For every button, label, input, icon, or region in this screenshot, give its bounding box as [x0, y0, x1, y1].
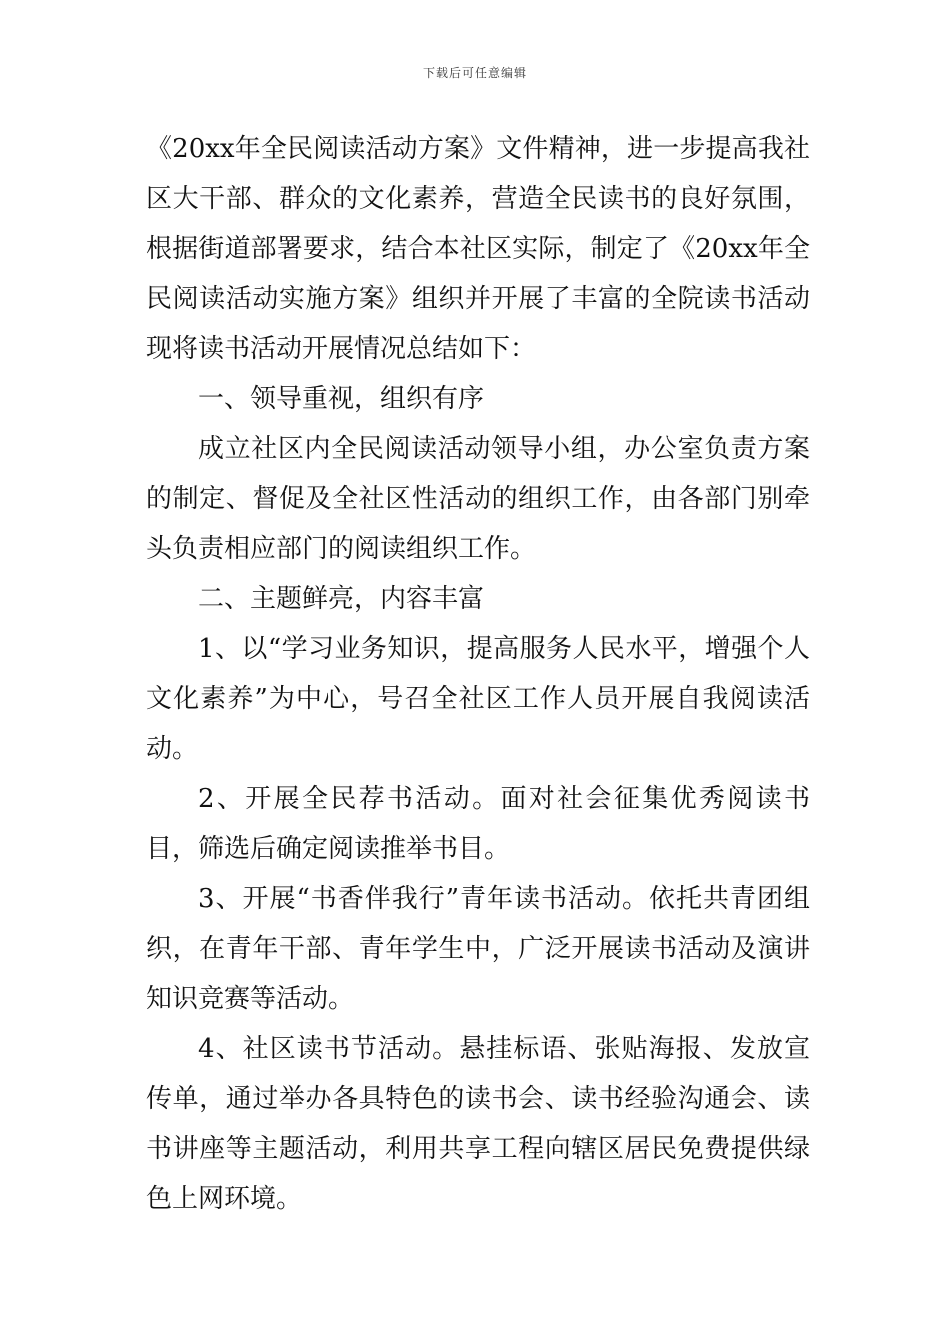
- document-body: [146, 124, 810, 1224]
- paragraph-intro: 《20xx年全民阅读活动方案》文件精神，进一步提高我社区大干部、群众的文化素养，营造全民读书的良好氛围，根据街道部署要求，结合本社区实际，制定了《20xx年全民阅读活动实施方案》组织并开展了丰富的全院读书活动现将读书活动开展情况总结如下：: [146, 134, 810, 364]
- paragraph-item-3: 3、开展“书香伴我行”青年读书活动。依托共青团组织，在青年干部、青年学生中，广泛开展读书活动及演讲知识竞赛等活动。: [146, 884, 810, 1014]
- paragraph-item-2: 2、开展全民荐书活动。面对社会征集优秀阅读书目，筛选后确定阅读推举书目。: [146, 784, 810, 864]
- section-heading-theme: 二、主题鲜亮，内容丰富: [198, 584, 485, 614]
- paragraph-item-1: 1、以“学习业务知识，提高服务人民水平，增强个人文化素养”为中心，号召全社区工作人员开展自我阅读活动。: [146, 634, 810, 764]
- paragraph-item-4: 4、社区读书节活动。悬挂标语、张贴海报、发放宣传单，通过举办各具特色的读书会、读书经验沟通会、读书讲座等主题活动，利用共享工程向辖区居民免费提供绿色上网环境。: [146, 1034, 810, 1214]
- header-note: 下载后可任意编辑: [422, 66, 527, 80]
- section-heading-leadership: 一、领导重视，组织有序: [198, 384, 485, 414]
- paragraph-leadership: 成立社区内全民阅读活动领导小组，办公室负责方案的制定、督促及全社区性活动的组织工作，由各部门别牵头负责相应部门的阅读组织工作。: [146, 434, 810, 564]
